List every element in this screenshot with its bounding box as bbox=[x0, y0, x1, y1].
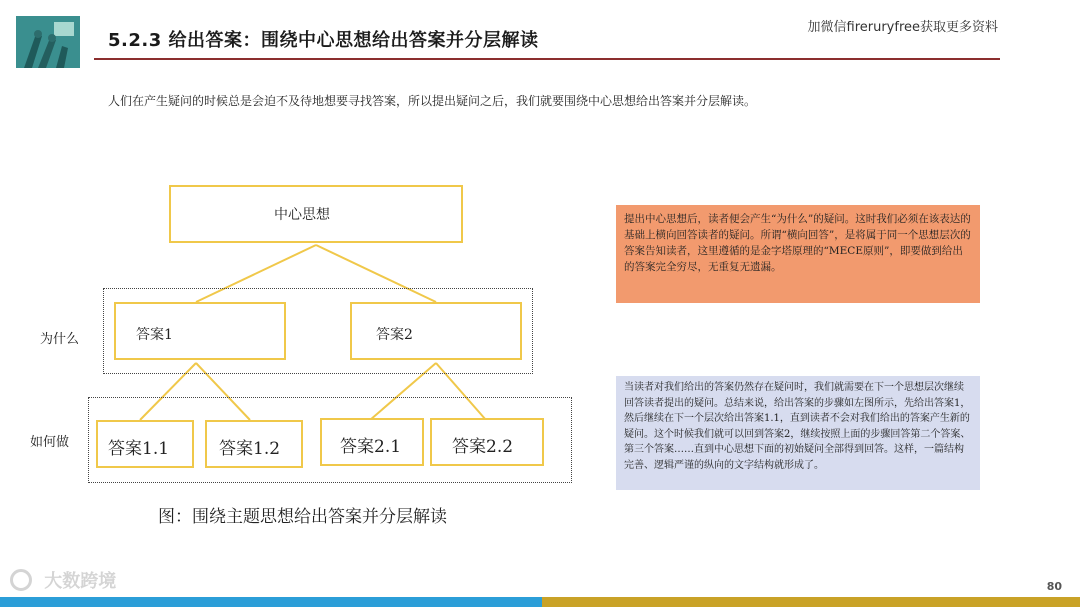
answer-2-2-box bbox=[430, 418, 544, 466]
answer-1-box bbox=[114, 302, 286, 360]
answer-1-1-box bbox=[96, 420, 194, 468]
intro-paragraph: 人们在产生疑问的时候总是会迫不及待地想要寻找答案，所以提出疑问之后，我们就要围绕中心思想给出答案并分层解读。 bbox=[108, 94, 757, 108]
watermark-circle-icon bbox=[10, 569, 32, 591]
footer-bar bbox=[0, 597, 1080, 607]
vertical-answer-note: 当读者对我们给出的答案仍然存在疑问时，我们就需要在下一个思想层次继续回答读者提出的疑问。总结来说，给出答案的步骤如左图所示，先给出答案1，然后继续在下一个层次给出答案1.1，直到读者不会对我们给出的答案产生新的疑问。这个时候我们就可以回到答案2，继续按照上面的步骤回答第二个答案、第三个答案……直到中心思想下面的初始疑问全部得到回答。这样，一篇结构完善、逻辑严谨的纵向的文字结构就形成了。 bbox=[616, 376, 980, 490]
answer-2-1-label: 答案2.1 bbox=[340, 437, 402, 457]
footer-bar-gold bbox=[542, 597, 1080, 607]
page-title: 5.2.3 给出答案：围绕中心思想给出答案并分层解读 bbox=[108, 30, 539, 51]
footer-bar-blue bbox=[0, 597, 542, 607]
answer-1-2-label: 答案1.2 bbox=[219, 439, 281, 459]
page-number: 80 bbox=[1046, 580, 1062, 593]
horizontal-answer-note: 提出中心思想后，读者便会产生“为什么”的疑问。这时我们必须在该表达的基础上横向回答读者的疑问。所谓“横向回答”，是将属于同一个思想层次的答案告知读者，这里遵循的是金字塔原理的“MECE原则”，即要做到给出的答案完全穷尽，无重复无遗漏。 bbox=[616, 205, 980, 303]
answer-2-1-box bbox=[320, 418, 424, 466]
root-node-box bbox=[169, 185, 463, 243]
figure-caption: 图：围绕主题思想给出答案并分层解读 bbox=[158, 507, 447, 527]
watermark-logo bbox=[10, 567, 116, 593]
watermark-text: 大数跨境 bbox=[44, 571, 117, 592]
promo-text: 加微信fireruryfree获取更多资料 bbox=[807, 20, 998, 35]
root-node-label: 中心思想 bbox=[274, 207, 330, 223]
answer-1-1-label: 答案1.1 bbox=[108, 439, 170, 459]
answer-2-label: 答案2 bbox=[376, 327, 413, 343]
answer-2-box bbox=[350, 302, 522, 360]
answer-1-2-box bbox=[205, 420, 303, 468]
level-label-why: 为什么 bbox=[40, 332, 80, 347]
answer-1-label: 答案1 bbox=[136, 327, 173, 343]
level-label-how: 如何做 bbox=[30, 435, 70, 450]
answer-2-2-label: 答案2.2 bbox=[452, 437, 514, 457]
